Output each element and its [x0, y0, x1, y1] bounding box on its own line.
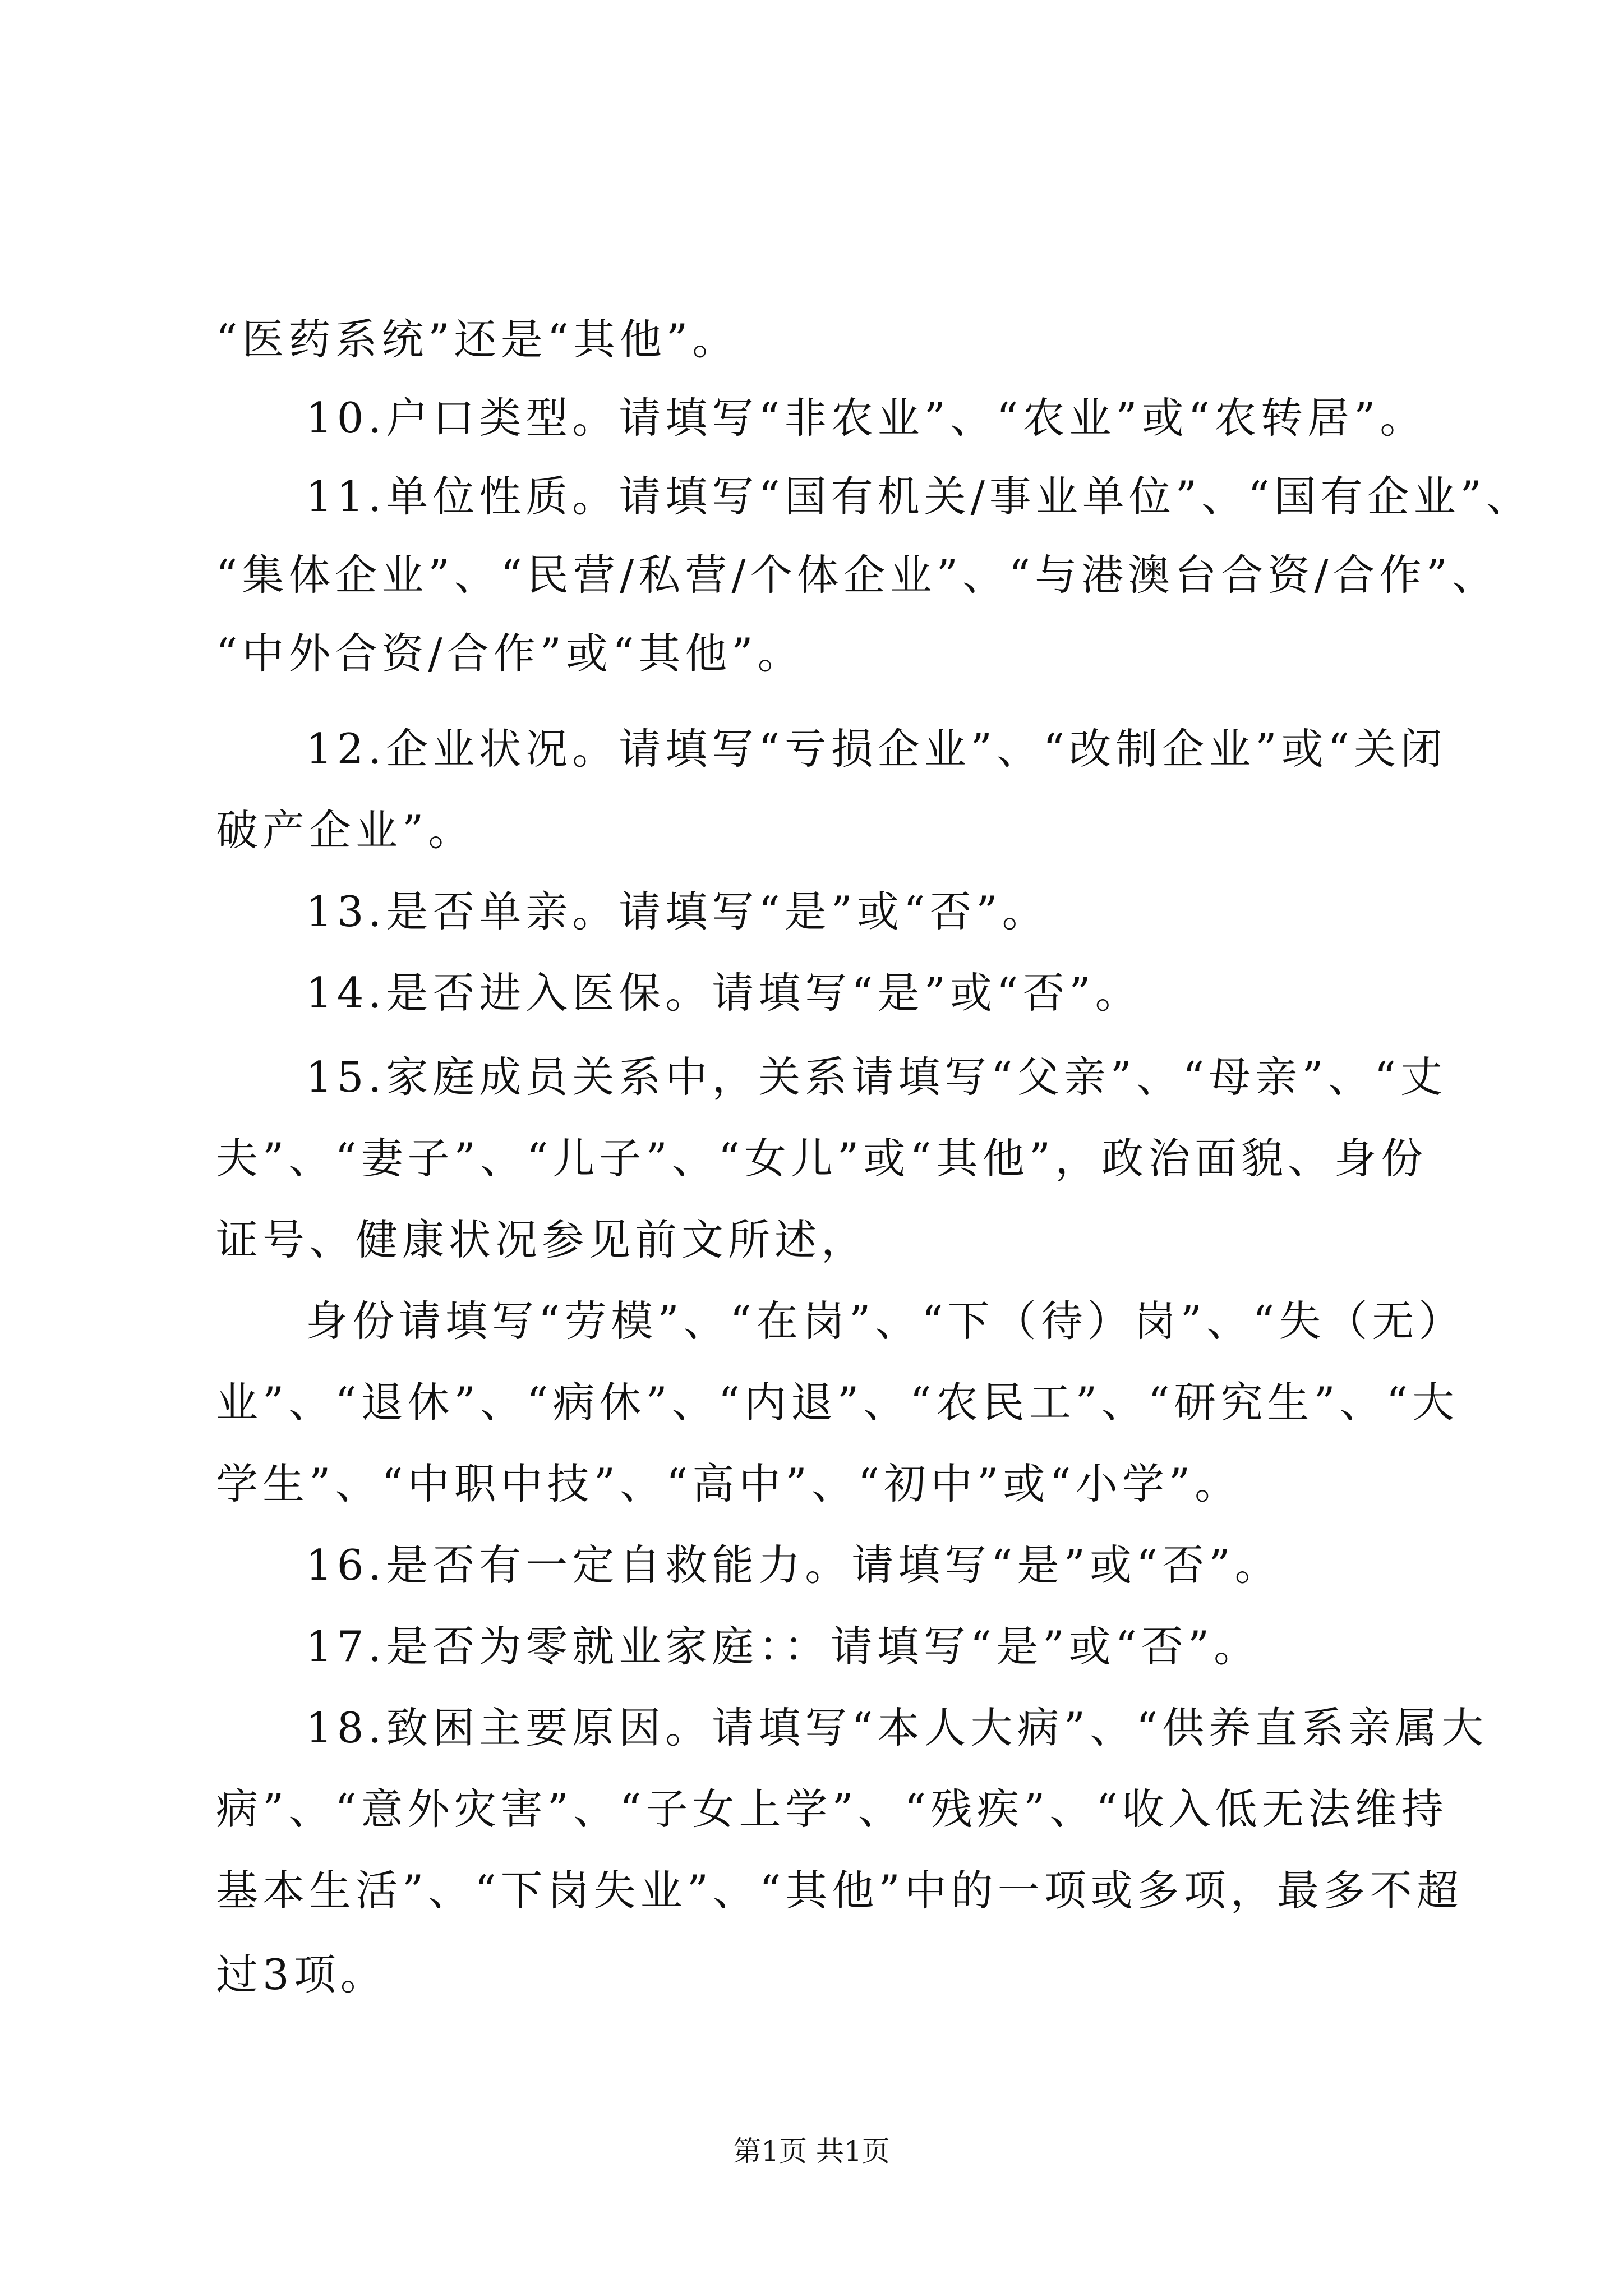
text-line: 10.户口类型。请填写“非农业”、“农业”或“农转居”。 [306, 393, 1427, 443]
text-line: 基本生活”、“下岗失业”、“其他”中的一项或多项，最多不超 [216, 1866, 1463, 1915]
text-line: 破产企业”。 [216, 806, 475, 855]
text-line: 身份请填写“劳模”、“在岗”、“下（待）岗”、“失（无） [306, 1296, 1465, 1346]
text-line: 夫”、“妻子”、“儿子”、“女儿”或“其他”，政治面貌、身份 [216, 1134, 1428, 1183]
text-line: 15.家庭成员关系中，关系请填写“父亲”、“母亲”、“丈 [306, 1052, 1447, 1102]
text-line: 业”、“退休”、“病休”、“内退”、“农民工”、“研究生”、“大 [216, 1378, 1459, 1427]
text-line: 16.是否有一定自救能力。请填写“是”或“否”。 [306, 1540, 1281, 1590]
text-line: 17.是否为零就业家庭：：请填写“是”或“否”。 [306, 1622, 1261, 1671]
text-line: 证号、健康状况参见前文所述， [216, 1215, 868, 1264]
page-footer: 第1页 共1页 [733, 2135, 890, 2168]
text-line: 12.企业状况。请填写“亏损企业”、“改制企业”或“关闭 [306, 724, 1447, 774]
text-line: 病”、“意外灾害”、“子女上学”、“残疾”、“收入低无法维持 [216, 1784, 1448, 1834]
text-line: 学生”、“中职中技”、“高中”、“初中”或“小学”。 [216, 1459, 1242, 1508]
text-line: “集体企业”、“民营/私营/个体企业”、“与港澳台合资/合作”、 [216, 550, 1498, 600]
text-line: “医药系统”还是“其他”。 [216, 315, 739, 364]
text-line: 14.是否进入医保。请填写“是”或“否”。 [306, 968, 1142, 1018]
text-line: “中外合资/合作”或“其他”。 [216, 629, 804, 678]
text-line: 18.致困主要原因。请填写“本人大病”、“供养直系亲属大 [306, 1703, 1488, 1752]
text-line: 11.单位性质。请填写“国有机关/事业单位”、“国有企业”、 [306, 472, 1533, 521]
text-line: 13.是否单亲。请填写“是”或“否”。 [306, 887, 1049, 936]
text-line: 过3项。 [216, 1950, 387, 1999]
